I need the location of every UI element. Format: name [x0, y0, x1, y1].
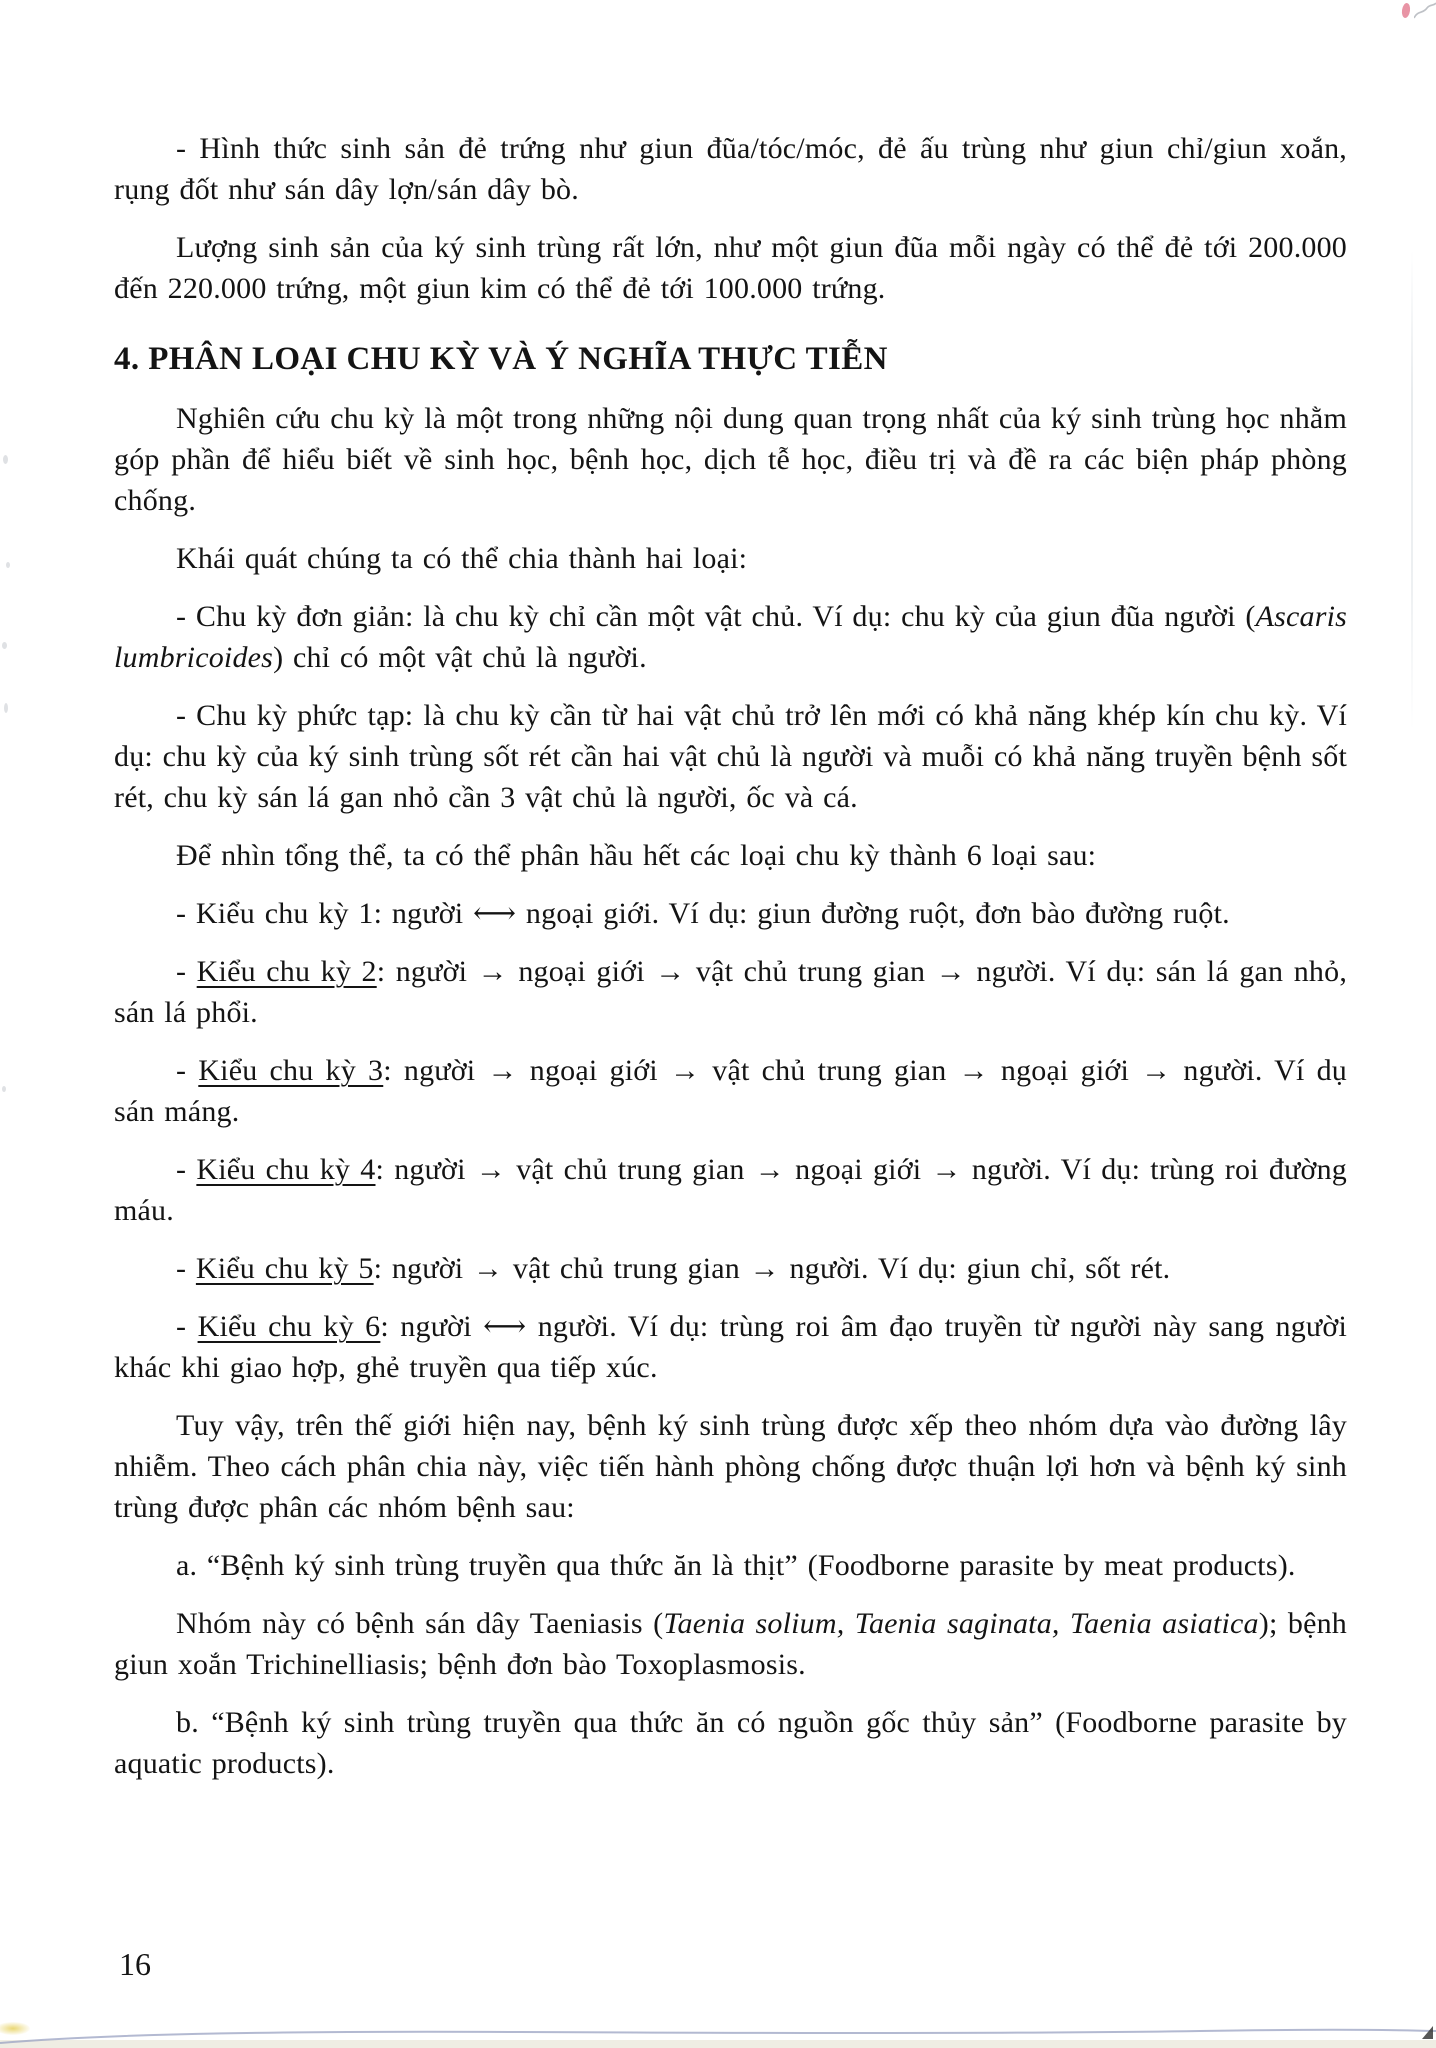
cycle-type-2 [114, 951, 1347, 1033]
scan-artifact-pen-squiggle [1414, 0, 1436, 26]
para-group-a-diseases [114, 1603, 1347, 1685]
para-six-types-intro: Để nhìn tổng thể, ta có thể phân hầu hết các loại chu kỳ thành 6 loại sau: [176, 839, 1097, 872]
scan-artifact-crease [1411, 250, 1413, 730]
scan-speck [2, 1086, 6, 1092]
para-complex-cycle: - Chu kỳ phức tạp: là chu kỳ cần từ hai vật chủ trở lên mới có khả năng khép kín chu kỳ. Ví dụ: chu kỳ của ký sinh trùng sốt rét cần hai vật chủ là người và muỗi có khả năng truyền bệnh sốt rét, chu kỳ sán lá gan nhỏ cần 3 vật chủ là người, ốc và cá. [114, 699, 1347, 814]
cycle-type-text: : người → ngoại giới → vật chủ trung gian → ngoại giới → người. Ví dụ sán máng. [114, 1054, 1348, 1128]
cycle-type-4 [114, 1149, 1347, 1231]
para-group-b: b. “Bệnh ký sinh trùng truyền qua thức ăn có nguồn gốc thủy sản” (Foodborne parasite by aquatic products). [114, 1706, 1347, 1780]
cycle-type-1 [114, 893, 1347, 934]
cycle-type-text: : người → ngoại giới → vật chủ trung gian → người. Ví dụ: sán lá gan nhỏ, sán lá phổi. [114, 955, 1348, 1029]
cycle-type-3 [114, 1050, 1347, 1132]
para-simple-cycle [114, 596, 1347, 678]
cycle-type-label: Kiểu chu kỳ 4 [196, 1153, 376, 1186]
list-dash: - [176, 1054, 199, 1087]
cycle-type-label: Kiểu chu kỳ 3 [198, 1054, 384, 1087]
cycle-type-text: : người ⟷ ngoại giới. Ví dụ: giun đường ruột, đơn bào đường ruột. [373, 897, 1230, 930]
cycle-type-5 [114, 1248, 1347, 1289]
cycle-type-text: : người → vật chủ trung gian → ngoại giới → người. Ví dụ: trùng roi đường máu. [114, 1153, 1348, 1227]
cycle-type-6 [114, 1306, 1347, 1388]
text-run: - Chu kỳ đơn giản: là chu kỳ chỉ cần một vật chủ. Ví dụ: chu kỳ của giun đũa người ( [176, 600, 1256, 633]
para-grouping-intro: Tuy vậy, trên thế giới hiện nay, bệnh ký sinh trùng được xếp theo nhóm dựa vào đường lây nhiễm. Theo cách phân chia này, việc tiến hành phòng chống được thuận lợi hơn và bệnh ký sinh trùng được phân các nhóm bệnh sau: [114, 1409, 1347, 1524]
para-reproduction-forms: - Hình thức sinh sản đẻ trứng như giun đũa/tóc/móc, đẻ ấu trùng như giun chỉ/giun xoắn, rụng đốt như sán dây lợn/sán dây bò. [114, 132, 1347, 206]
list-dash: - [176, 1153, 197, 1186]
scan-speck [2, 642, 7, 649]
para-fertility: Lượng sinh sản của ký sinh trùng rất lớn, như một giun đũa mỗi ngày có thể đẻ tới 200.000 đến 220.000 trứng, một giun kim có thể đẻ tới 100.000 trứng. [114, 231, 1347, 305]
scan-speck [6, 562, 10, 568]
cycle-type-label: Kiểu chu kỳ 6 [197, 1310, 381, 1343]
cycle-type-text: : người → vật chủ trung gian → người. Ví dụ: giun chỉ, sốt rét. [373, 1252, 1171, 1285]
text-run: Nhóm này có bệnh sán dây Taeniasis ( [176, 1607, 664, 1640]
para-two-types-intro: Khái quát chúng ta có thể chia thành hai loại: [176, 542, 748, 575]
scan-page-edge-line [0, 2020, 1436, 2048]
cycle-type-label: Kiểu chu kỳ 5 [195, 1252, 374, 1285]
species-name-italic: Ascaris lumbricoides [114, 600, 1347, 674]
scan-artifact-pink-mark [1401, 3, 1411, 19]
species-name-italic: Taenia solium, Taenia saginata, Taenia asiatica [663, 1607, 1259, 1640]
page-content [114, 128, 1347, 1784]
page-number: 16 [119, 1946, 151, 1982]
text-run: ) chỉ có một vật chủ là người. [273, 641, 647, 674]
list-dash: - [176, 1252, 196, 1285]
scan-speck [4, 703, 8, 713]
cycle-type-text: : người ⟷ người. Ví dụ: trùng roi âm đạo truyền từ người này sang người khác khi giao hợp, ghẻ truyền qua tiếp xúc. [114, 1310, 1347, 1384]
text-run: ); bệnh giun xoắn Trichinelliasis; bệnh đơn bào Toxoplasmosis. [114, 1607, 1347, 1681]
cycle-type-label: Kiểu chu kỳ 1 [195, 897, 374, 930]
list-dash: - [176, 955, 197, 988]
list-dash: - [176, 1310, 198, 1343]
para-cycle-research: Nghiên cứu chu kỳ là một trong những nội dung quan trọng nhất của ký sinh trùng học nhằm góp phần để hiểu biết về sinh học, bệnh học, dịch tễ học, điều trị và đề ra các biện pháp phòng chống. [114, 402, 1347, 517]
section-4-heading: 4. PHÂN LOẠI CHU KỲ VÀ Ý NGHĨA THỰC TIỄN [114, 341, 888, 377]
para-group-a: a. “Bệnh ký sinh trùng truyền qua thức ăn là thịt” (Foodborne parasite by meat products). [176, 1549, 1296, 1582]
cycle-type-label: Kiểu chu kỳ 2 [196, 955, 377, 988]
list-dash: - [176, 897, 196, 930]
scan-speck [3, 455, 8, 464]
